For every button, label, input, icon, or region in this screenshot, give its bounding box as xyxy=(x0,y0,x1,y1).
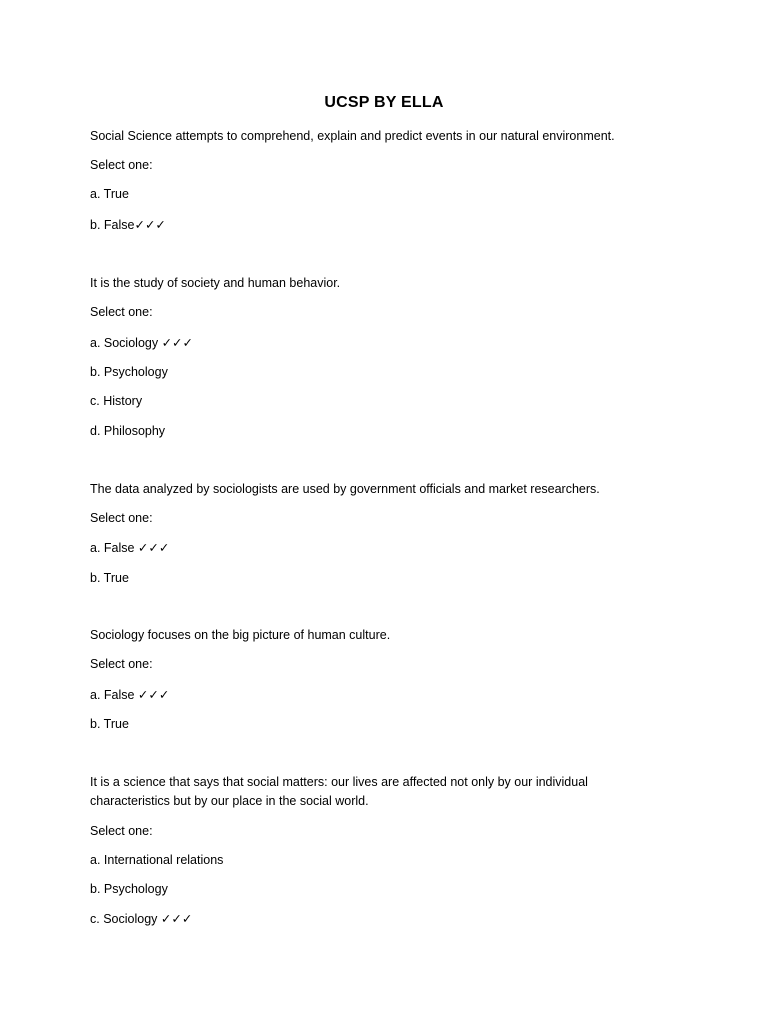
question-3-prompt: The data analyzed by sociologists are used by government officials and market researchers. xyxy=(90,482,600,496)
document-title: UCSP BY ELLA xyxy=(324,94,444,111)
question-2-option-b: b. Psychology xyxy=(90,365,168,379)
question-2-prompt: It is the study of society and human behavior. xyxy=(90,276,341,290)
question-4-select-label: Select one: xyxy=(90,657,153,671)
question-1-option-a: a. True xyxy=(90,187,129,201)
question-3-option-b: b. True xyxy=(90,571,129,585)
question-3-select-label: Select one: xyxy=(90,511,153,525)
question-2-option-a: a. Sociology ✓✓✓ xyxy=(90,336,193,350)
question-1-select-label: Select one: xyxy=(90,158,153,172)
question-5-prompt-line-2: characteristics but by our place in the social world. xyxy=(90,794,369,808)
question-5-prompt-line-1: It is a science that says that social matters: our lives are affected not only by our individual xyxy=(90,775,588,789)
question-2-option-d: d. Philosophy xyxy=(90,424,166,438)
question-5-option-c: c. Sociology ✓✓✓ xyxy=(90,912,193,926)
question-1-prompt: Social Science attempts to comprehend, explain and predict events in our natural environment. xyxy=(90,129,615,143)
question-2-option-c: c. History xyxy=(90,394,143,408)
question-5-option-a: a. International relations xyxy=(90,853,224,867)
question-4-option-b: b. True xyxy=(90,717,129,731)
question-5-select-label: Select one: xyxy=(90,824,153,838)
question-5-option-b: b. Psychology xyxy=(90,882,168,896)
question-2-select-label: Select one: xyxy=(90,305,153,319)
question-4-prompt: Sociology focuses on the big picture of human culture. xyxy=(90,628,391,642)
question-4-option-a: a. False ✓✓✓ xyxy=(90,688,170,702)
question-3-option-a: a. False ✓✓✓ xyxy=(90,541,170,555)
question-1-option-b: b. False✓✓✓ xyxy=(90,218,166,232)
